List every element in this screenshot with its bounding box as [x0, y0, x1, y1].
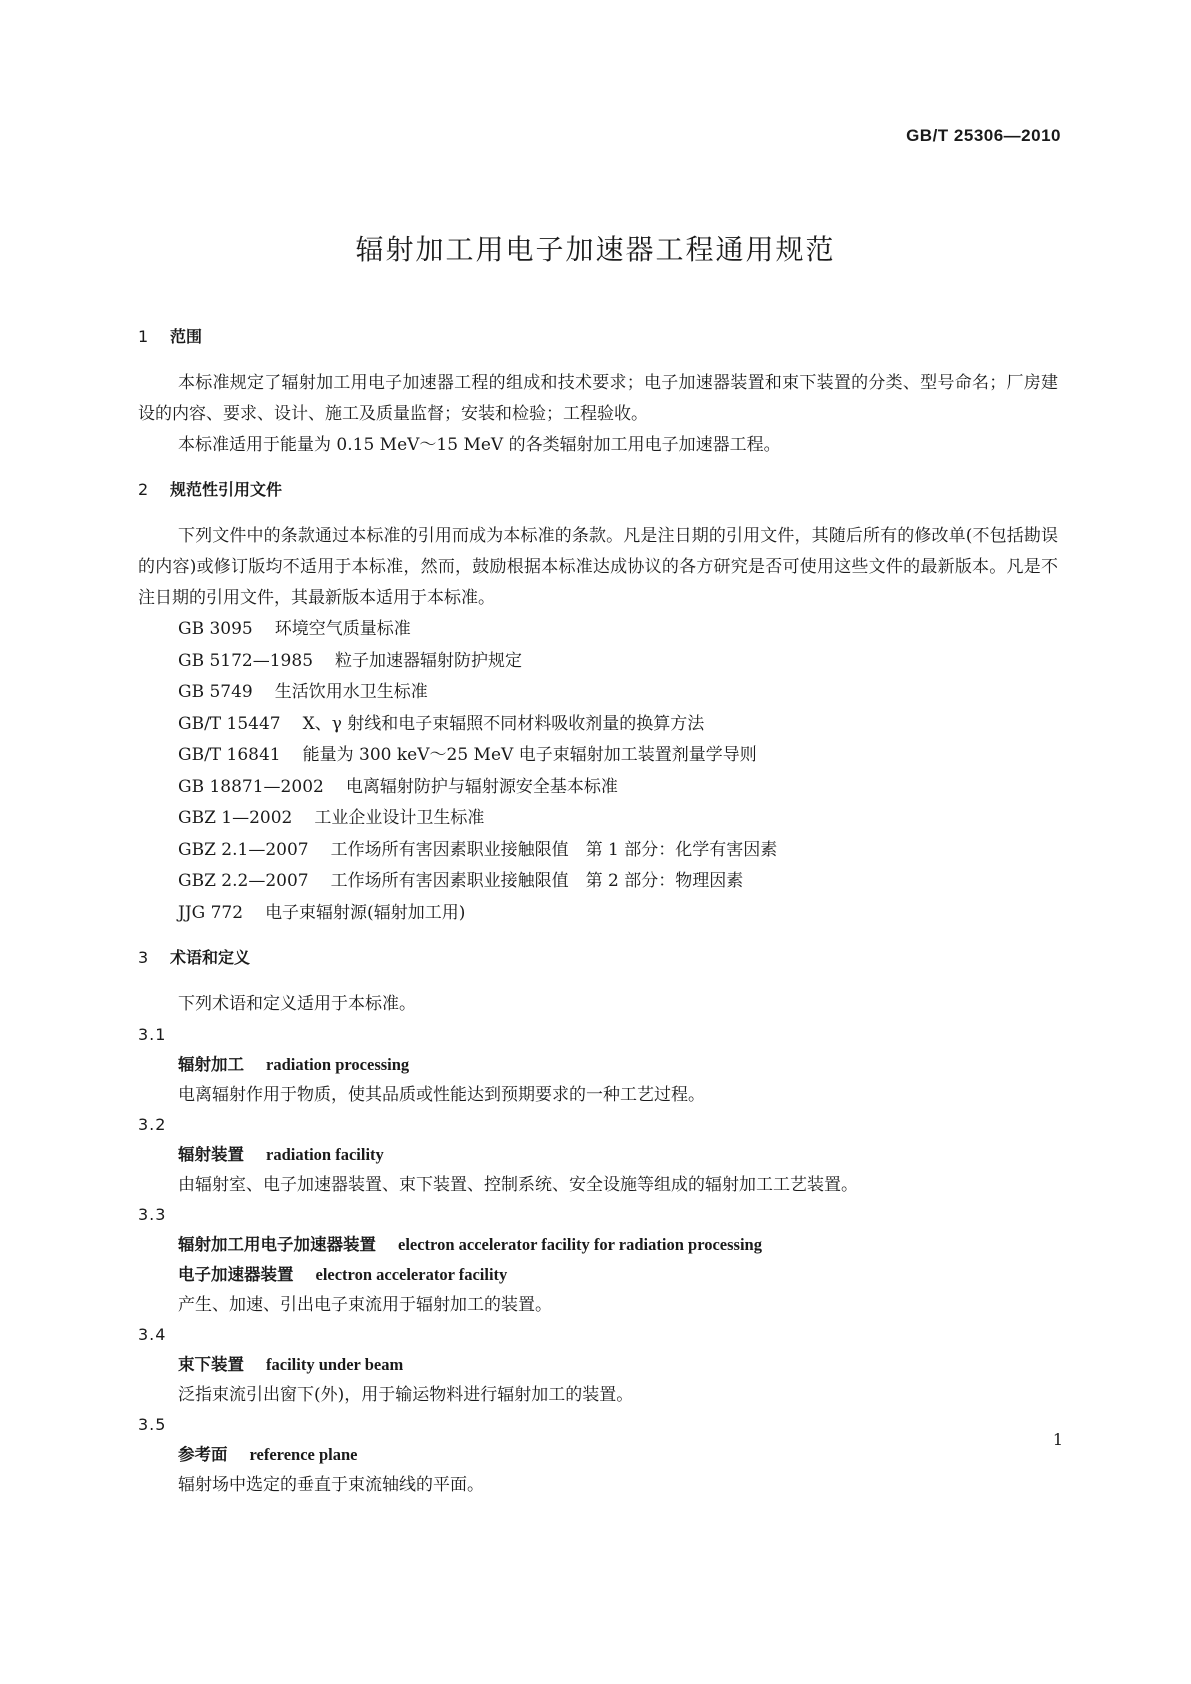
- term-definition: 由辐射室、电子加速器装置、束下装置、控制系统、安全设施等组成的辐射加工工艺装置。: [178, 1175, 858, 1195]
- term-name-zh: 束下装置: [178, 1355, 244, 1374]
- term-entry: [138, 1200, 1058, 1320]
- term-name-en: reference plane: [249, 1445, 358, 1464]
- reference-item: [138, 614, 1058, 646]
- term-definition: 电离辐射作用于物质，使其品质或性能达到预期要求的一种工艺过程。: [178, 1085, 705, 1105]
- paragraph: 下列文件中的条款通过本标准的引用而成为本标准的条款。凡是注日期的引用文件，其随后所有的修改单(不包括勘误的内容)或修订版均不适用于本标准，然而，鼓励根据本标准达成协议的各方研究是否可使用这些文件的最新版本。凡是不注日期的引用文件，其最新版本适用于本标准。: [138, 526, 1058, 608]
- term-name: [138, 1350, 1058, 1380]
- term-definition: 产生、加速、引出电子束流用于辐射加工的装置。: [178, 1295, 552, 1315]
- reference-item: [138, 677, 1058, 709]
- reference-item: [138, 803, 1058, 835]
- reference-code: GB 18871—2002: [178, 776, 324, 797]
- section-number: 3: [138, 948, 149, 967]
- standard-code: GB/T 25306—2010: [906, 126, 1061, 145]
- term-name-en: radiation facility: [266, 1145, 384, 1164]
- reference-title: 能量为 300 keV～25 MeV 电子束辐射加工装置剂量学导则: [302, 745, 757, 765]
- paragraph: 本标准规定了辐射加工用电子加速器工程的组成和技术要求；电子加速器装置和束下装置的分类、型号命名；厂房建设的内容、要求、设计、施工及质量监督；安装和检验；工程验收。: [138, 373, 1058, 424]
- term-name-en: facility under beam: [266, 1355, 404, 1374]
- term-definition: 泛指束流引出窗下(外)，用于输运物料进行辐射加工的装置。: [178, 1385, 634, 1405]
- document-body: [138, 322, 1058, 1500]
- term-synonym: [138, 1260, 1058, 1290]
- term-name: [138, 1440, 1058, 1470]
- term-name-zh: 电子加速器装置: [178, 1265, 294, 1284]
- reference-item: [138, 740, 1058, 772]
- reference-title: 工作场所有害因素职业接触限值 第 2 部分：物理因素: [330, 871, 744, 891]
- reference-title: 生活饮用水卫生标准: [274, 682, 428, 702]
- term-definition: 辐射场中选定的垂直于束流轴线的平面。: [178, 1475, 484, 1495]
- reference-title: X、γ 射线和电子束辐照不同材料吸收剂量的换算方法: [302, 713, 705, 734]
- section-number: 1: [138, 327, 149, 346]
- term-name: [138, 1140, 1058, 1170]
- term-name-en: radiation processing: [266, 1055, 410, 1074]
- reference-item: [138, 772, 1058, 804]
- term-name-en: electron accelerator facility for radiation processing: [398, 1235, 762, 1254]
- term-number: 3.5: [138, 1415, 167, 1434]
- page-number: 1: [1052, 1430, 1063, 1449]
- section-heading-terms: [138, 943, 1058, 973]
- term-number: 3.1: [138, 1025, 167, 1044]
- reference-code: GB 3095: [178, 619, 253, 639]
- term-number: 3.2: [138, 1115, 167, 1134]
- term-name-zh: 辐射加工用电子加速器装置: [178, 1235, 376, 1254]
- section-heading-scope: [138, 322, 1058, 352]
- reference-code: GBZ 1—2002: [178, 808, 293, 828]
- reference-item: [138, 646, 1058, 678]
- reference-title: 电离辐射防护与辐射源安全基本标准: [345, 776, 618, 797]
- reference-item: [138, 898, 1058, 930]
- reference-title: 工业企业设计卫生标准: [314, 808, 485, 828]
- reference-code: GB/T 16841: [178, 745, 281, 765]
- reference-list: [138, 614, 1058, 929]
- section-number: 2: [138, 480, 149, 499]
- reference-item: [138, 866, 1058, 898]
- term-name-en: electron accelerator facility: [315, 1265, 508, 1284]
- reference-code: GBZ 2.1—2007: [178, 839, 309, 860]
- reference-title: 电子束辐射源(辐射加工用): [265, 902, 466, 923]
- term-name-zh: 辐射装置: [178, 1145, 244, 1164]
- term-name: [138, 1230, 1058, 1260]
- reference-code: GB 5172—1985: [178, 650, 314, 671]
- term-entry: [138, 1320, 1058, 1410]
- term-entry: [138, 1110, 1058, 1200]
- paragraph: 下列术语和定义适用于本标准。: [178, 994, 416, 1014]
- reference-code: GB 5749: [178, 682, 253, 702]
- reference-code: JJG 772: [178, 902, 244, 923]
- term-number: 3.3: [138, 1205, 167, 1224]
- reference-code: GBZ 2.2—2007: [178, 871, 309, 891]
- section-heading-references: [138, 475, 1058, 505]
- reference-title: 粒子加速器辐射防护规定: [335, 650, 523, 671]
- term-entry: [138, 1020, 1058, 1110]
- section-title: 范围: [170, 327, 203, 346]
- section-title: 规范性引用文件: [170, 480, 283, 499]
- term-name-zh: 辐射加工: [178, 1055, 244, 1074]
- reference-item: [138, 835, 1058, 867]
- term-entry: [138, 1410, 1058, 1500]
- reference-code: GB/T 15447: [178, 713, 281, 734]
- term-name: [138, 1050, 1058, 1080]
- document-title: 辐射加工用电子加速器工程通用规范: [355, 233, 836, 266]
- paragraph: 本标准适用于能量为 0.15 MeV～15 MeV 的各类辐射加工用电子加速器工程。: [178, 435, 781, 455]
- term-name-zh: 参考面: [178, 1445, 228, 1464]
- term-number: 3.4: [138, 1325, 167, 1344]
- reference-title: 工作场所有害因素职业接触限值 第 1 部分：化学有害因素: [330, 839, 778, 860]
- reference-title: 环境空气质量标准: [274, 619, 411, 639]
- reference-item: [138, 709, 1058, 741]
- section-title: 术语和定义: [170, 948, 251, 967]
